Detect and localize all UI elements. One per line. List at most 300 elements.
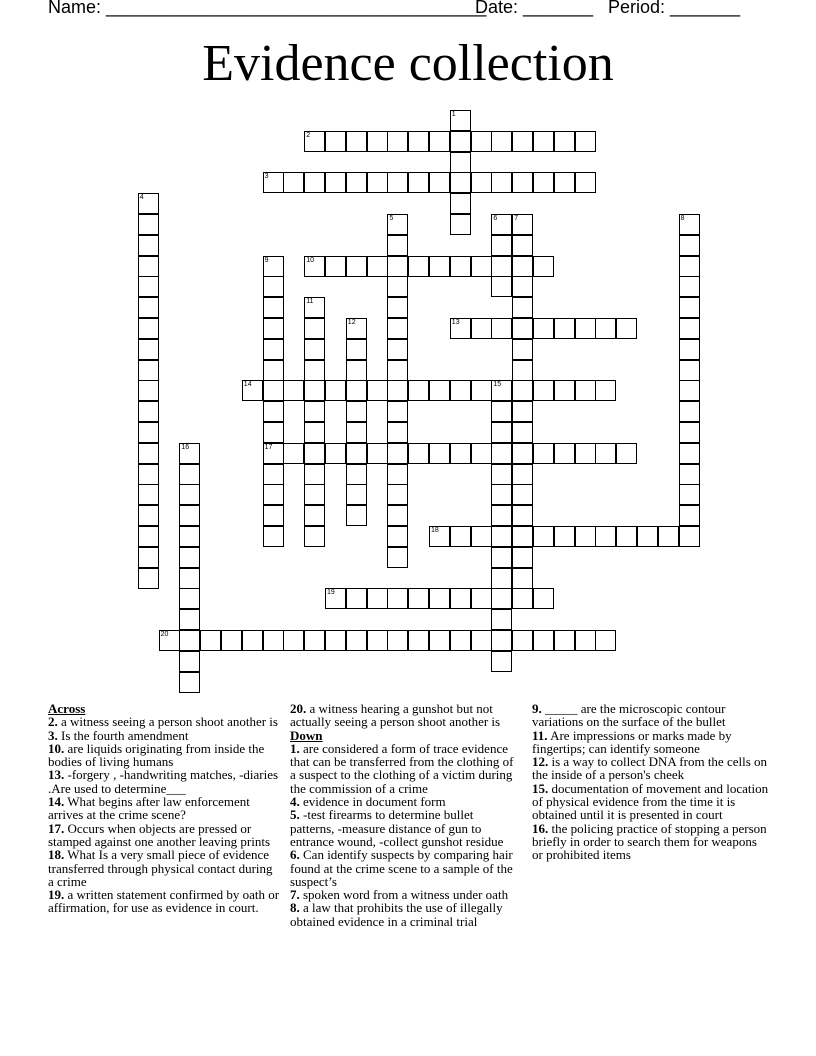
- crossword-cell[interactable]: [387, 505, 408, 526]
- crossword-cell[interactable]: [367, 172, 388, 193]
- crossword-cell[interactable]: [138, 443, 159, 464]
- crossword-cell[interactable]: [450, 380, 471, 401]
- crossword-cell[interactable]: [533, 256, 554, 277]
- crossword-cell[interactable]: [138, 193, 159, 214]
- crossword-cell[interactable]: [679, 256, 700, 277]
- crossword-cell[interactable]: [367, 256, 388, 277]
- clue-number: 17: [264, 443, 273, 451]
- crossword-cell[interactable]: [325, 380, 346, 401]
- crossword-cell[interactable]: [429, 380, 450, 401]
- crossword-cell[interactable]: [263, 484, 284, 505]
- crossword-cell[interactable]: [491, 526, 512, 547]
- crossword-cell[interactable]: [138, 484, 159, 505]
- clue-text: a witness seeing a person shoot another is: [57, 714, 278, 730]
- crossword-cell[interactable]: [491, 401, 512, 422]
- clue-text: the policing practice of stopping a person briefly in order to search them for weapons or prohibited items: [532, 820, 767, 863]
- crossword-cell[interactable]: [450, 110, 471, 131]
- crossword-cell[interactable]: [367, 443, 388, 464]
- crossword-cell[interactable]: [304, 526, 325, 547]
- crossword-cell[interactable]: [512, 360, 533, 381]
- crossword-cell[interactable]: [491, 588, 512, 609]
- crossword-cell[interactable]: [304, 630, 325, 651]
- crossword-cell[interactable]: [491, 547, 512, 568]
- crossword-cell[interactable]: [387, 484, 408, 505]
- crossword-cell[interactable]: [179, 568, 200, 589]
- down-clue: [290, 848, 516, 888]
- crossword-cell[interactable]: [575, 318, 596, 339]
- crossword-cell[interactable]: [575, 630, 596, 651]
- down-clue: [532, 729, 770, 756]
- clue-text: What Is a very small piece of evidence transferred through physical contact during a crime: [48, 847, 273, 889]
- crossword-cell[interactable]: [179, 547, 200, 568]
- clue-text: -test firearms to determine bullet patterns, -measure distance of gun to entrance wound, -collect gunshot residue: [290, 807, 504, 849]
- crossword-cell[interactable]: [491, 443, 512, 464]
- clue-number: 1.: [290, 740, 300, 756]
- crossword-cell[interactable]: [387, 464, 408, 485]
- crossword-cell[interactable]: [533, 443, 554, 464]
- crossword-cell[interactable]: [491, 609, 512, 630]
- crossword-cell[interactable]: [242, 380, 263, 401]
- crossword-cell[interactable]: [471, 526, 492, 547]
- across-clue: [48, 715, 280, 728]
- crossword-cell[interactable]: [325, 131, 346, 152]
- crossword-cell[interactable]: [512, 422, 533, 443]
- clue-number: 19: [327, 589, 335, 597]
- crossword-cell[interactable]: [304, 484, 325, 505]
- crossword-cell[interactable]: [429, 256, 450, 277]
- crossword-cell[interactable]: [179, 484, 200, 505]
- crossword-cell[interactable]: [595, 630, 616, 651]
- crossword-cell[interactable]: [616, 318, 637, 339]
- crossword-cell[interactable]: [387, 297, 408, 318]
- crossword-cell[interactable]: [491, 256, 512, 277]
- crossword-cell[interactable]: [159, 630, 180, 651]
- crossword-cell[interactable]: [367, 380, 388, 401]
- crossword-cell[interactable]: [491, 276, 512, 297]
- crossword-cell[interactable]: [283, 630, 304, 651]
- crossword-cell[interactable]: [471, 630, 492, 651]
- crossword-cell[interactable]: [179, 443, 200, 464]
- clue-number: 18: [431, 527, 439, 534]
- crossword-cell[interactable]: [304, 172, 325, 193]
- crossword-cell[interactable]: [283, 443, 304, 464]
- crossword-cell[interactable]: [304, 422, 325, 443]
- crossword-cell[interactable]: [138, 568, 159, 589]
- clue-number: 14.: [48, 794, 65, 810]
- crossword-cell[interactable]: [138, 505, 159, 526]
- crossword-cell[interactable]: [367, 131, 388, 152]
- crossword-cell[interactable]: [263, 630, 284, 651]
- crossword-cell[interactable]: [387, 443, 408, 464]
- crossword-cell[interactable]: [429, 443, 450, 464]
- crossword-cell[interactable]: [512, 297, 533, 318]
- crossword-cell[interactable]: [658, 526, 679, 547]
- clue-text: documentation of movement and location of physical evidence from the time it is obtained until it is presented in court: [532, 780, 769, 823]
- crossword-cell[interactable]: [387, 630, 408, 651]
- crossword-cell[interactable]: [512, 547, 533, 568]
- crossword-cell[interactable]: [408, 630, 429, 651]
- crossword-cell[interactable]: [221, 630, 242, 651]
- crossword-cell[interactable]: [304, 401, 325, 422]
- crossword-cell[interactable]: [304, 380, 325, 401]
- crossword-cell[interactable]: [346, 443, 367, 464]
- crossword-cell[interactable]: [346, 588, 367, 609]
- down-clue: [290, 888, 516, 901]
- crossword-cell[interactable]: [471, 380, 492, 401]
- crossword-cell[interactable]: [450, 256, 471, 277]
- crossword-cell[interactable]: [138, 464, 159, 485]
- crossword-cell[interactable]: [387, 172, 408, 193]
- crossword-cell[interactable]: [679, 214, 700, 235]
- crossword-cell[interactable]: [491, 484, 512, 505]
- crossword-cell[interactable]: [450, 443, 471, 464]
- crossword-cell[interactable]: [179, 672, 200, 693]
- crossword-cell[interactable]: [679, 526, 700, 547]
- crossword-cell[interactable]: [679, 276, 700, 297]
- crossword-cell[interactable]: [679, 318, 700, 339]
- crossword-cell[interactable]: [325, 256, 346, 277]
- down-clue: [290, 742, 516, 795]
- crossword-cell[interactable]: [450, 588, 471, 609]
- crossword-cell[interactable]: [304, 256, 325, 277]
- crossword-cell[interactable]: [637, 526, 658, 547]
- crossword-cell[interactable]: [387, 131, 408, 152]
- crossword-cell[interactable]: [512, 484, 533, 505]
- crossword-cell[interactable]: [533, 318, 554, 339]
- clue-number: 16: [181, 443, 190, 451]
- crossword-cell[interactable]: [679, 401, 700, 422]
- crossword-cell[interactable]: [679, 484, 700, 505]
- crossword-cell[interactable]: [471, 318, 492, 339]
- crossword-cell[interactable]: [263, 380, 284, 401]
- crossword-cell[interactable]: [325, 443, 346, 464]
- crossword-cell[interactable]: [512, 172, 533, 193]
- crossword-cell[interactable]: [679, 422, 700, 443]
- crossword-cell[interactable]: [679, 235, 700, 256]
- crossword-cell[interactable]: [512, 505, 533, 526]
- crossword-cell[interactable]: [263, 276, 284, 297]
- crossword-cell[interactable]: [346, 318, 367, 339]
- crossword-cell[interactable]: [595, 526, 616, 547]
- crossword-cell[interactable]: [346, 172, 367, 193]
- crossword-cell[interactable]: [200, 630, 221, 651]
- crossword-cell[interactable]: [138, 401, 159, 422]
- crossword-cell[interactable]: [263, 318, 284, 339]
- crossword-cell[interactable]: [408, 380, 429, 401]
- crossword-cell[interactable]: [533, 526, 554, 547]
- crossword-cell[interactable]: [346, 505, 367, 526]
- crossword-cell[interactable]: [138, 380, 159, 401]
- down-clue: [532, 702, 770, 729]
- clue-number: 17.: [48, 820, 65, 836]
- crossword-cell[interactable]: [263, 464, 284, 485]
- across-clue-list-continued: [290, 702, 516, 729]
- crossword-cell[interactable]: [512, 276, 533, 297]
- crossword-cell[interactable]: [491, 172, 512, 193]
- crossword-cell[interactable]: [429, 526, 450, 547]
- crossword-cell[interactable]: [554, 630, 575, 651]
- crossword-cell[interactable]: [450, 152, 471, 173]
- clue-number: 4.: [290, 794, 300, 810]
- clue-text: -forgery , -handwriting matches, -diaries .Are used to determine___: [48, 767, 279, 796]
- crossword-cell[interactable]: [263, 505, 284, 526]
- crossword-cell[interactable]: [304, 360, 325, 381]
- crossword-cell[interactable]: [512, 235, 533, 256]
- crossword-cell[interactable]: [533, 131, 554, 152]
- crossword-cell[interactable]: [367, 588, 388, 609]
- crossword-cell[interactable]: [616, 526, 637, 547]
- crossword-cell[interactable]: [554, 380, 575, 401]
- crossword-cell[interactable]: [512, 339, 533, 360]
- crossword-cell[interactable]: [346, 484, 367, 505]
- crossword-cell[interactable]: [679, 505, 700, 526]
- crossword-cell[interactable]: [512, 526, 533, 547]
- crossword-cell[interactable]: [387, 318, 408, 339]
- crossword-cell[interactable]: [471, 256, 492, 277]
- crossword-cell[interactable]: [429, 630, 450, 651]
- crossword-cell[interactable]: [471, 131, 492, 152]
- crossword-cell[interactable]: [679, 443, 700, 464]
- crossword-cell[interactable]: [283, 380, 304, 401]
- crossword-cell[interactable]: [575, 380, 596, 401]
- crossword-cell[interactable]: [387, 339, 408, 360]
- crossword-cell[interactable]: [263, 172, 284, 193]
- crossword-cell[interactable]: [367, 630, 388, 651]
- crossword-cell[interactable]: [491, 422, 512, 443]
- crossword-cell[interactable]: [138, 256, 159, 277]
- crossword-cell[interactable]: [554, 172, 575, 193]
- crossword-cell[interactable]: [283, 172, 304, 193]
- clue-number: 10: [306, 256, 314, 264]
- crossword-cell[interactable]: [263, 526, 284, 547]
- crossword-cell[interactable]: [575, 526, 596, 547]
- down-clue: [532, 822, 770, 862]
- across-clue: [48, 742, 280, 769]
- crossword-cell[interactable]: [512, 401, 533, 422]
- down-clue-list: [290, 742, 516, 928]
- crossword-cell[interactable]: [346, 256, 367, 277]
- crossword-cell[interactable]: [387, 256, 408, 277]
- crossword-cell[interactable]: [346, 422, 367, 443]
- crossword-cell[interactable]: [263, 422, 284, 443]
- crossword-cell[interactable]: [387, 547, 408, 568]
- crossword-cell[interactable]: [512, 256, 533, 277]
- crossword-cell[interactable]: [138, 339, 159, 360]
- crossword-cell[interactable]: [512, 131, 533, 152]
- crossword-cell[interactable]: [138, 547, 159, 568]
- crossword-cell[interactable]: [595, 380, 616, 401]
- crossword-cell[interactable]: [346, 464, 367, 485]
- crossword-cell[interactable]: [408, 588, 429, 609]
- crossword-cell[interactable]: [512, 630, 533, 651]
- crossword-cell[interactable]: [491, 505, 512, 526]
- crossword-cell[interactable]: [387, 276, 408, 297]
- crossword-cell[interactable]: [429, 131, 450, 152]
- clue-number: 12: [347, 319, 356, 326]
- crossword-cell[interactable]: [346, 339, 367, 360]
- crossword-cell[interactable]: [346, 630, 367, 651]
- crossword-cell[interactable]: [138, 214, 159, 235]
- crossword-cell[interactable]: [179, 505, 200, 526]
- clue-number: 11.: [532, 727, 548, 743]
- crossword-cell[interactable]: [387, 401, 408, 422]
- clue-text: are liquids originating from inside the bodies of living humans: [48, 740, 265, 770]
- crossword-cell[interactable]: [450, 131, 471, 152]
- crossword-cell[interactable]: [263, 339, 284, 360]
- crossword-cell[interactable]: [179, 630, 200, 651]
- clue-number: 14: [243, 381, 252, 389]
- crossword-cell[interactable]: [512, 318, 533, 339]
- clue-number: 12.: [532, 754, 549, 770]
- crossword-cell[interactable]: [325, 630, 346, 651]
- crossword-cell[interactable]: [408, 172, 429, 193]
- across-clue: [48, 768, 280, 795]
- crossword-cell[interactable]: [138, 318, 159, 339]
- crossword-cell[interactable]: [450, 526, 471, 547]
- crossword-cell[interactable]: [346, 131, 367, 152]
- crossword-cell[interactable]: [491, 464, 512, 485]
- crossword-cell[interactable]: [304, 505, 325, 526]
- crossword-cell[interactable]: [387, 214, 408, 235]
- crossword-cell[interactable]: [554, 443, 575, 464]
- crossword-cell[interactable]: [575, 131, 596, 152]
- across-clue: [48, 888, 280, 915]
- crossword-cell[interactable]: [575, 172, 596, 193]
- crossword-cell[interactable]: [263, 297, 284, 318]
- clue-number: 6.: [290, 847, 300, 863]
- crossword-cell[interactable]: [450, 214, 471, 235]
- crossword-cell[interactable]: [616, 443, 637, 464]
- crossword-cell[interactable]: [512, 443, 533, 464]
- crossword-cell[interactable]: [263, 401, 284, 422]
- crossword-cell[interactable]: [679, 360, 700, 381]
- name-field[interactable]: Name: ______________________________________: [48, 0, 487, 17]
- crossword-cell[interactable]: [533, 380, 554, 401]
- crossword-cell[interactable]: [387, 235, 408, 256]
- crossword-cell[interactable]: [387, 588, 408, 609]
- crossword-cell[interactable]: [138, 360, 159, 381]
- crossword-cell[interactable]: [346, 360, 367, 381]
- crossword-cell[interactable]: [138, 235, 159, 256]
- crossword-cell[interactable]: [429, 588, 450, 609]
- crossword-cell[interactable]: [138, 297, 159, 318]
- crossword-cell[interactable]: [304, 464, 325, 485]
- period-field[interactable]: Period: _______: [608, 0, 741, 17]
- crossword-cell[interactable]: [512, 464, 533, 485]
- crossword-cell[interactable]: [179, 588, 200, 609]
- crossword-cell[interactable]: [408, 131, 429, 152]
- down-clue: [290, 795, 516, 808]
- crossword-cell[interactable]: [554, 318, 575, 339]
- crossword-cell[interactable]: [491, 568, 512, 589]
- crossword-cell[interactable]: [595, 318, 616, 339]
- crossword-cell[interactable]: [304, 297, 325, 318]
- crossword-cell[interactable]: [408, 256, 429, 277]
- crossword-cell[interactable]: [450, 193, 471, 214]
- crossword-cell[interactable]: [450, 318, 471, 339]
- crossword-cell[interactable]: [387, 380, 408, 401]
- crossword-cell[interactable]: [408, 443, 429, 464]
- clue-text: a witness hearing a gunshot but not actually seeing a person shoot another is: [290, 701, 501, 730]
- crossword-cell[interactable]: [575, 443, 596, 464]
- crossword-cell[interactable]: [512, 380, 533, 401]
- crossword-cell[interactable]: [471, 588, 492, 609]
- clue-number: 3: [264, 173, 269, 181]
- crossword-cell[interactable]: [554, 131, 575, 152]
- crossword-cell[interactable]: [450, 630, 471, 651]
- crossword-cell[interactable]: [595, 443, 616, 464]
- crossword-cell[interactable]: [450, 172, 471, 193]
- crossword-cell[interactable]: [179, 464, 200, 485]
- crossword-cell[interactable]: [346, 380, 367, 401]
- crossword-cell[interactable]: [679, 297, 700, 318]
- clue-number: 16.: [532, 820, 549, 836]
- crossword-cell[interactable]: [263, 256, 284, 277]
- clue-number: 2.: [48, 714, 58, 730]
- clue-number: 1: [451, 111, 456, 118]
- crossword-cell[interactable]: [491, 235, 512, 256]
- crossword-cell[interactable]: [512, 568, 533, 589]
- crossword-cell[interactable]: [554, 526, 575, 547]
- crossword-cell[interactable]: [679, 380, 700, 401]
- crossword-cell[interactable]: [263, 360, 284, 381]
- crossword-cell[interactable]: [242, 630, 263, 651]
- date-field[interactable]: Date: _______: [475, 0, 594, 17]
- crossword-cell[interactable]: [387, 360, 408, 381]
- crossword-cell[interactable]: [491, 630, 512, 651]
- clue-number: 7.: [290, 887, 300, 903]
- crossword-cell[interactable]: [304, 318, 325, 339]
- crossword-cell[interactable]: [304, 131, 325, 152]
- crossword-cell[interactable]: [138, 276, 159, 297]
- crossword-cell[interactable]: [679, 339, 700, 360]
- crossword-cell[interactable]: [491, 318, 512, 339]
- crossword-cell[interactable]: [679, 464, 700, 485]
- crossword-cell[interactable]: [512, 214, 533, 235]
- crossword-cell[interactable]: [325, 588, 346, 609]
- crossword-cell[interactable]: [138, 526, 159, 547]
- crossword-cell[interactable]: [491, 131, 512, 152]
- crossword-cell[interactable]: [325, 172, 346, 193]
- crossword-cell[interactable]: [512, 588, 533, 609]
- crossword-cell[interactable]: [471, 443, 492, 464]
- crossword-cell[interactable]: [533, 588, 554, 609]
- clue-number: 5: [389, 215, 394, 222]
- clue-text: Occurs when objects are pressed or stamped against one another leaving prints: [48, 820, 271, 849]
- crossword-cell[interactable]: [533, 172, 554, 193]
- crossword-cell[interactable]: [304, 443, 325, 464]
- clue-number: 20.: [290, 701, 307, 716]
- crossword-cell[interactable]: [138, 422, 159, 443]
- crossword-cell[interactable]: [263, 443, 284, 464]
- crossword-cell[interactable]: [429, 172, 450, 193]
- crossword-cell[interactable]: [346, 401, 367, 422]
- crossword-cell[interactable]: [491, 214, 512, 235]
- crossword-cell[interactable]: [471, 172, 492, 193]
- crossword-cell[interactable]: [179, 651, 200, 672]
- crossword-cell[interactable]: [179, 526, 200, 547]
- across-clue-list: [48, 715, 280, 914]
- crossword-cell[interactable]: [387, 422, 408, 443]
- crossword-cell[interactable]: [179, 609, 200, 630]
- crossword-cell[interactable]: [533, 630, 554, 651]
- crossword-cell[interactable]: [387, 526, 408, 547]
- crossword-cell[interactable]: [491, 380, 512, 401]
- crossword-cell[interactable]: [304, 339, 325, 360]
- clues-column-middle: [290, 702, 516, 928]
- crossword-cell[interactable]: [491, 651, 512, 672]
- clues-column-right: [532, 702, 770, 862]
